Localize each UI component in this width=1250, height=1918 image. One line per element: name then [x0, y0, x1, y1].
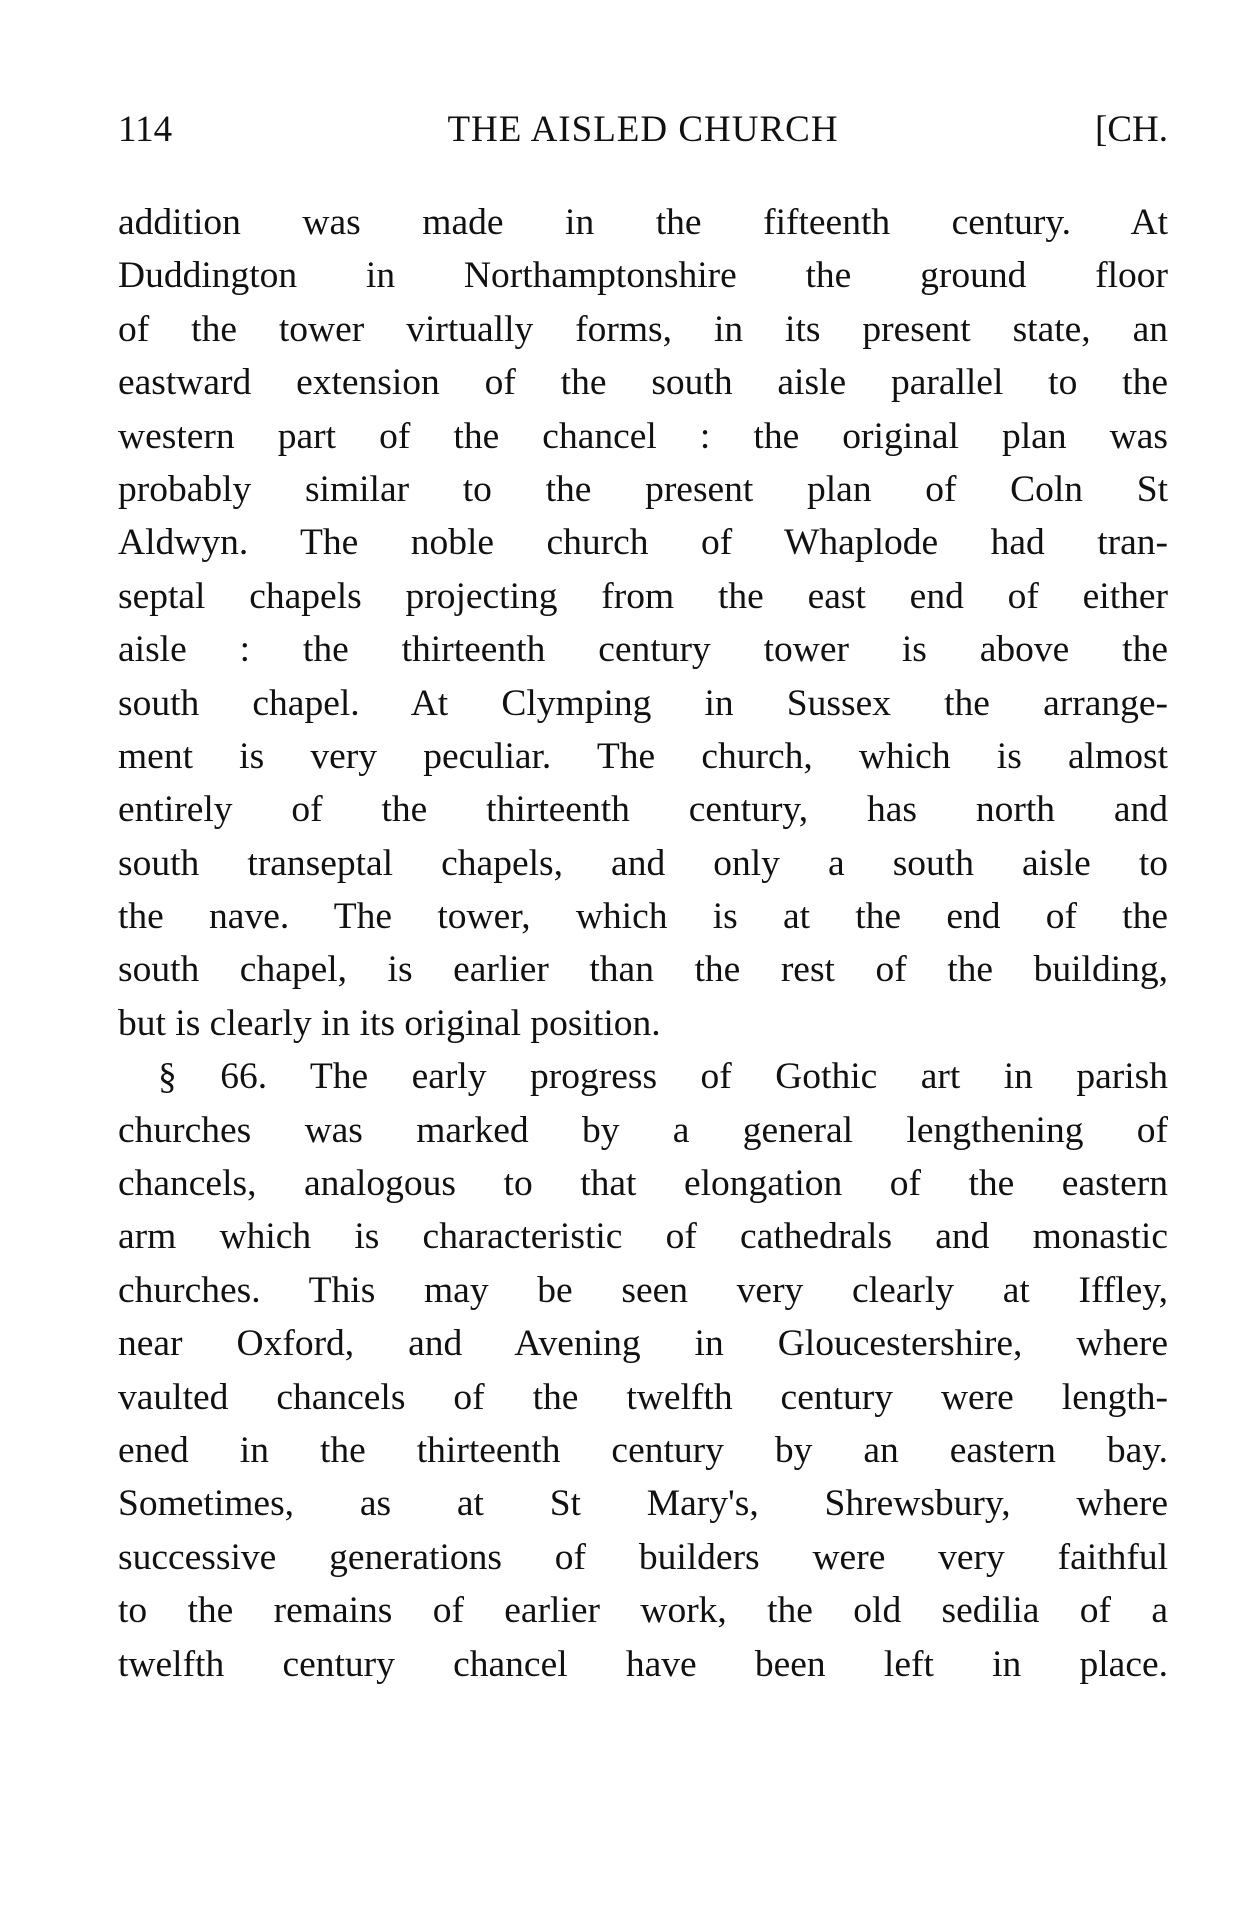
text-line: western part of the chancel : the original plan was: [118, 415, 1168, 457]
text-line: to the remains of earlier work, the old sedilia of a: [118, 1590, 1168, 1632]
text-line: south chapel. At Clymping in Sussex the arrange-: [118, 682, 1168, 724]
text-line: successive generations of builders were very faithful: [118, 1536, 1168, 1578]
text-line: chancels, analogous to that elongation of the eastern: [118, 1163, 1168, 1205]
text-line: probably similar to the present plan of Coln St: [118, 468, 1168, 510]
text-line: but is clearly in its original position.: [118, 1002, 661, 1044]
text-line: arm which is characteristic of cathedrals and monastic: [118, 1216, 1168, 1258]
text-line: near Oxford, and Avening in Gloucestershire, where: [118, 1323, 1168, 1365]
text-line: ened in the thirteenth century by an eastern bay.: [118, 1429, 1168, 1471]
running-title: THE AISLED CHURCH: [447, 109, 839, 150]
body-text: [118, 196, 1168, 1691]
text-line: vaulted chancels of the twelfth century were length-: [118, 1376, 1168, 1418]
chapter-mark: [CH.: [1095, 109, 1168, 150]
text-line: eastward extension of the south aisle parallel to the: [118, 362, 1168, 404]
text-line: addition was made in the fifteenth century. At: [118, 202, 1168, 243]
text-line: § 66. The early progress of Gothic art in parish: [158, 1056, 1168, 1098]
text-line: south transeptal chapels, and only a south aisle to: [118, 842, 1168, 884]
text-line: of the tower virtually forms, in its present state, an: [118, 308, 1168, 350]
text-line: twelfth century chancel have been left in place.: [118, 1643, 1168, 1685]
text-line: septal chapels projecting from the east end of either: [118, 575, 1168, 617]
text-line: the nave. The tower, which is at the end of the: [118, 896, 1168, 938]
text-line: Duddington in Northamptonshire the ground floor: [118, 255, 1168, 297]
text-line: Sometimes, as at St Mary's, Shrewsbury, where: [118, 1483, 1168, 1525]
paragraph: [118, 196, 1168, 1050]
text-line: ment is very peculiar. The church, which is almost: [118, 735, 1168, 777]
text-line: Aldwyn. The noble church of Whaplode had tran-: [118, 522, 1168, 564]
page-number: 114: [118, 109, 173, 150]
paragraph: [118, 1050, 1168, 1691]
text-line: entirely of the thirteenth century, has north and: [118, 789, 1168, 831]
text-line: churches was marked by a general lengthening of: [118, 1109, 1168, 1151]
text-line: churches. This may be seen very clearly at Iffley,: [118, 1269, 1168, 1311]
running-header: [118, 108, 1168, 158]
text-line: south chapel, is earlier than the rest of the building,: [118, 949, 1168, 991]
text-line: aisle : the thirteenth century tower is above the: [118, 629, 1168, 671]
